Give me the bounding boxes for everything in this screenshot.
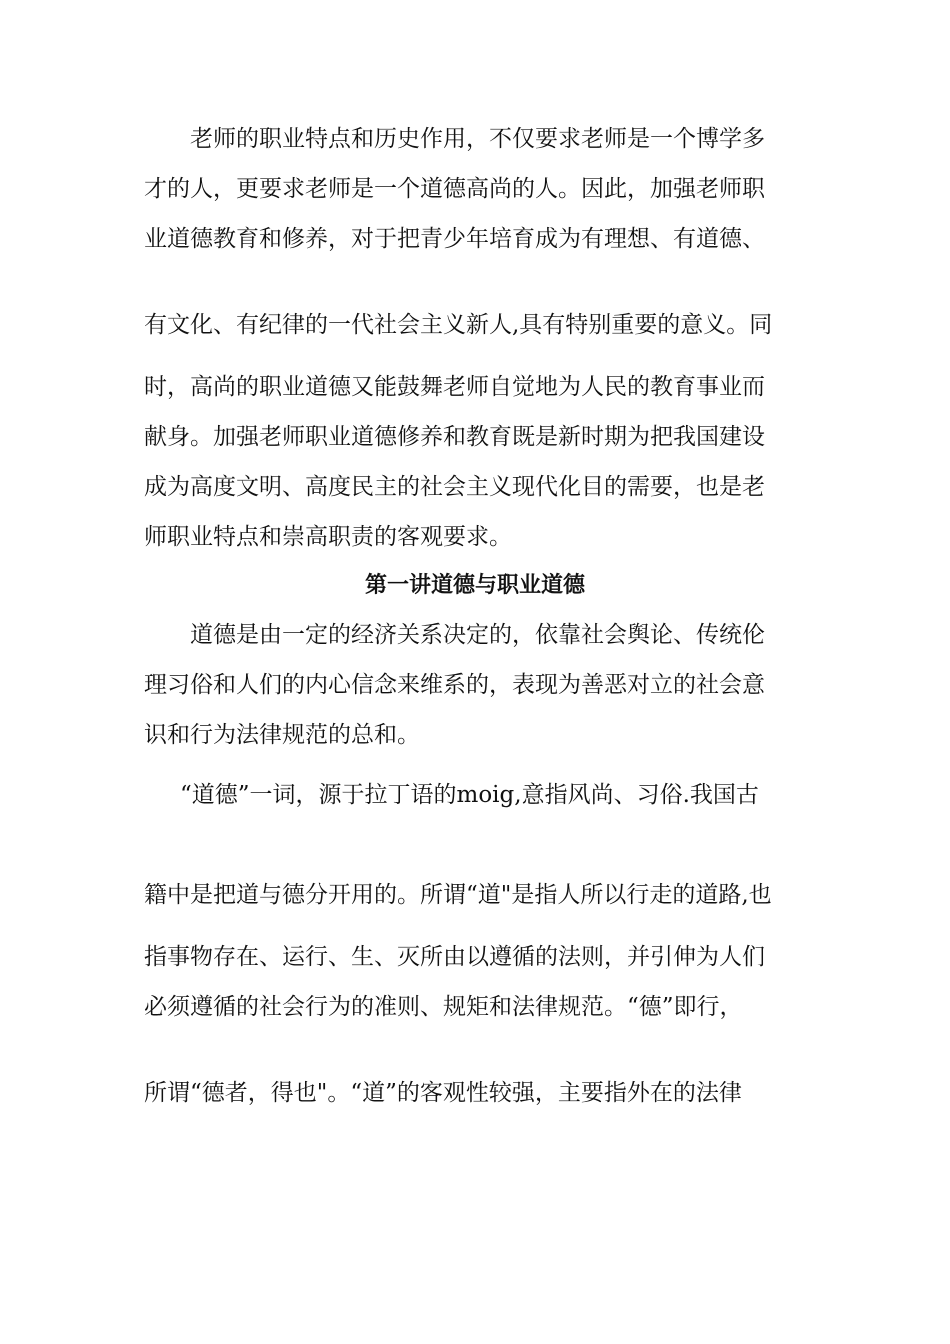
text-line: 必须遵循的社会行为的准则、规矩和法律规范。“德”即行， [144, 994, 743, 1020]
text-line: 道德是由一定的经济关系决定的，依靠社会舆论、传统伦 [190, 622, 765, 648]
text-line: 有文化、有纪律的一代社会主义新人,具有特别重要的意义。同 [144, 312, 773, 338]
text-line: 籍中是把道与德分开用的。所谓“道"是指人所以行走的道路,也 [144, 882, 772, 908]
text-line: 理习俗和人们的内心信念来维系的，表现为善恶对立的社会意 [144, 672, 765, 698]
text-line: 成为高度文明、高度民主的社会主义现代化目的需要，也是老 [144, 474, 765, 500]
text-line: 指事物存在、运行、生、灭所由以遵循的法则，并引伸为人们 [144, 944, 765, 970]
text-line: 识和行为法律规范的总和。 [144, 722, 420, 748]
section-heading: 第一讲道德与职业道德 [364, 572, 585, 598]
text-line: 业道德教育和修养，对于把青少年培育成为有理想、有道德、 [144, 226, 765, 252]
text-line: 老师的职业特点和历史作用，不仅要求老师是一个博学多 [190, 126, 765, 152]
text-line: 所谓“德者，得也"。“道”的客观性较强，主要指外在的法律 [144, 1080, 742, 1106]
text-line: 献身。加强老师职业道德修养和教育既是新时期为把我国建设 [144, 424, 765, 450]
text-line: 时，高尚的职业道德又能鼓舞老师自觉地为人民的教育事业而 [144, 374, 765, 400]
text-line: “道德”一词，源于拉丁语的moig,意指风尚、习俗.我国古 [180, 782, 759, 808]
text-line: 才的人，更要求老师是一个道德高尚的人。因此，加强老师职 [144, 176, 765, 202]
text-line: 师职业特点和崇高职责的客观要求。 [144, 524, 512, 550]
